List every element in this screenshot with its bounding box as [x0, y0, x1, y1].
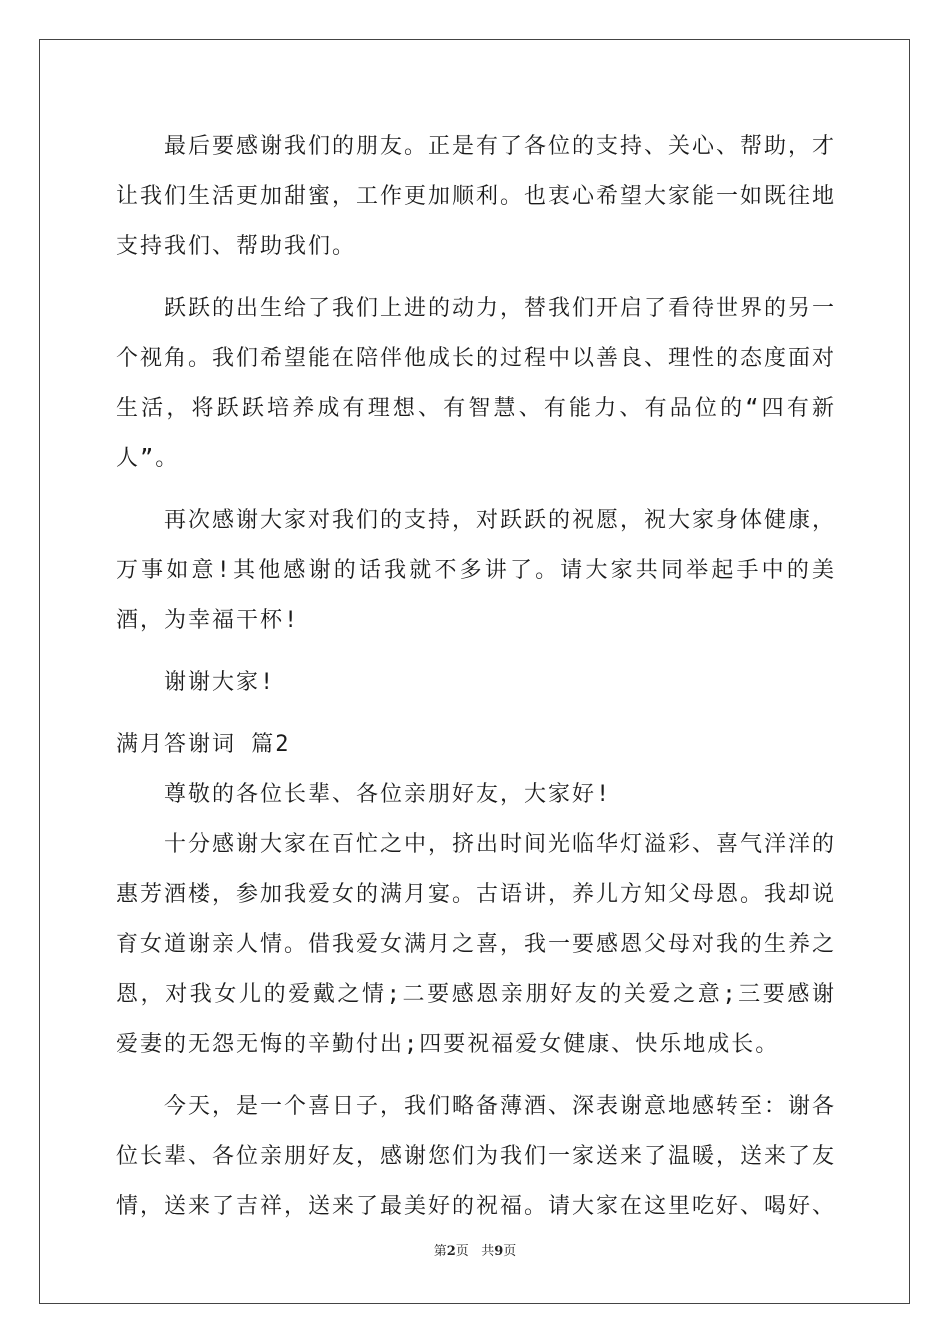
total-prefix: 共 — [481, 1244, 495, 1259]
paragraph: 谢谢大家! — [164, 670, 276, 695]
paragraph: 今天，是一个喜日子，我们略备薄酒、深表谢意地感转至：谢各位长辈、各位亲朋好友，感谢您们为我们一家送来了温暖，送来了友情，送来了吉祥，送来了最美好的祝福。请大家在这里吃好、喝好、 — [116, 1094, 837, 1219]
page-suffix: 页 — [455, 1244, 469, 1259]
page-footer — [0, 1240, 950, 1259]
paragraph: 再次感谢大家对我们的支持，对跃跃的祝愿，祝大家身体健康，万事如意!其他感谢的话我就不多讲了。请大家共同举起手中的美酒，为幸福干杯! — [116, 508, 837, 633]
page-prefix: 第 — [433, 1244, 447, 1259]
current-page-number: 2 — [446, 1244, 456, 1259]
total-suffix: 页 — [503, 1244, 517, 1259]
section-heading: 满月答谢词 篇2 — [116, 732, 291, 757]
paragraph: 最后要感谢我们的朋友。正是有了各位的支持、关心、帮助，才让我们生活更加甜蜜，工作更加顺利。也衷心希望大家能一如既往地支持我们、帮助我们。 — [116, 134, 837, 259]
total-pages-number: 9 — [494, 1244, 504, 1259]
paragraph: 跃跃的出生给了我们上进的动力，替我们开启了看待世界的另一个视角。我们希望能在陪伴他成长的过程中以善良、理性的态度面对生活，将跃跃培养成有理想、有智慧、有能力、有品位的“四有新人”。 — [116, 296, 837, 471]
paragraph: 尊敬的各位长辈、各位亲朋好友，大家好! — [164, 782, 612, 807]
document-body — [116, 122, 836, 1232]
paragraph: 十分感谢大家在百忙之中，挤出时间光临华灯溢彩、喜气洋洋的惠芳酒楼，参加我爱女的满月宴。古语讲，养儿方知父母恩。我却说育女道谢亲人情。借我爱女满月之喜，我一要感恩父母对我的生养之恩，对我女儿的爱戴之情;二要感恩亲朋好友的关爱之意;三要感谢爱妻的无怨无悔的辛勤付出;四要祝福爱女健康、快乐地成长。 — [116, 832, 837, 1057]
